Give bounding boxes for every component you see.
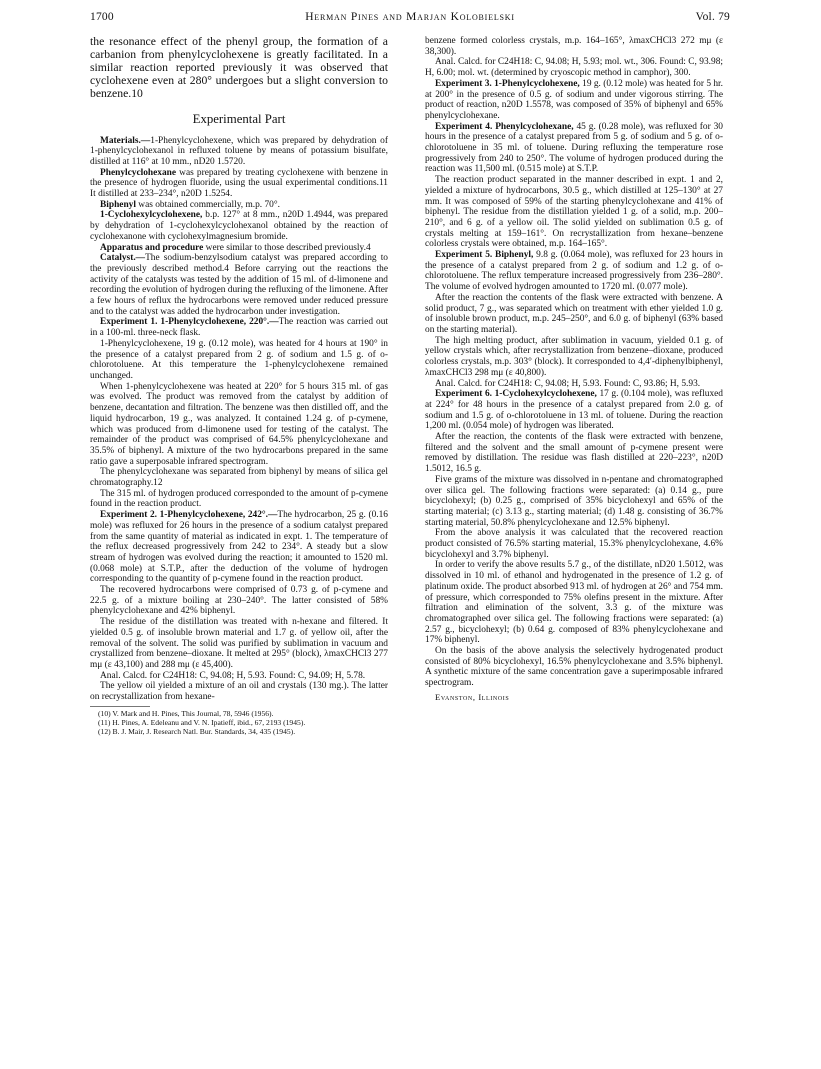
intro-paragraph: the resonance effect of the phenyl group, the formation of a carbanion from phenylcyclohexene is greatly facilitated. In a similar reaction reported previously it was observed that cyclohexene even at 280° undergoes but a slight conversion to benzene.10 xyxy=(90,35,388,100)
footnote-rule xyxy=(90,706,150,707)
volume-label: Vol. 79 xyxy=(695,11,730,23)
experiment-1-paragraph: The phenylcyclohexane was separated from biphenyl by means of silica gel chromatography.12 xyxy=(90,467,388,489)
analysis-line: Anal. Calcd. for C24H18: C, 94.08; H, 5.93. Found: C, 94.09; H, 5.78. xyxy=(100,670,366,681)
experiment-5-paragraph: After the reaction the contents of the flask were extracted with benzene. A solid product, 7 g., was separated which on treatment with ether yielded 1.0 g. of insoluble brown product, m.p. 245–250°, and 6.0 g. of biphenyl (63% based on the starting material). xyxy=(425,292,723,335)
experiment-6-paragraph: On the basis of the above analysis the selectively hydrogenated product consisted of 80% bicyclohexyl, 16.5% phenylcyclohexane and 3.5% biphenyl. A synthetic mixture of the same concentration gave a superimposable infrared spectrogram. xyxy=(425,646,723,689)
left-column xyxy=(90,36,388,736)
footnote: (12) B. J. Mair, J. Research Natl. Bur. Standards, 34, 435 (1945). xyxy=(98,727,296,737)
footnote: (11) H. Pines, A. Edeleanu and V. N. Ipatieff, ibid., 67, 2193 (1945). xyxy=(98,718,306,727)
experiment-1-heading: Experiment 1. 1-Phenylcyclohexene, 220°.—The reaction was carried out in a 100-ml. three-neck flask. xyxy=(90,317,388,339)
experiment-2-paragraph: The recovered hydrocarbons were comprised of 0.73 g. of p-cymene and 22.5 g. of a mixture boiling at 230–240°. The latter consisted of 58% phenylcyclohexane and 42% biphenyl. xyxy=(90,585,388,617)
experiment-6-paragraph: Five grams of the mixture was dissolved in n-pentane and chromatographed over silica gel. The following fractions were separated: (a) 0.14 g., pure bicyclohexyl; (b) 0.25 g., comprised of 35% bicyclohexyl and 65% of the starting material; (c) 3.13 g., starting material; (d) 1.48 g. consisting of 36.7% starting material, 50.8% phenylcyclohexane and 12.5% biphenyl. xyxy=(425,474,723,528)
experiment-5-paragraph: The high melting product, after sublimation in vacuum, yielded 0.1 g. of yellow crystals which, after recrystallization from benzene–dioxane, produced colorless crystals, m.p. 303° (block). It corresponded to 4,4′-diphenylbiphenyl, λmaxCHCl3 298 mμ (ε 40,800). xyxy=(425,335,723,378)
analysis-line: Anal. Calcd. for C24H18: C, 94.08; H, 5.93. Found: C, 93.86; H, 5.93. xyxy=(435,378,701,389)
experiment-5-paragraph: Experiment 5. Biphenyl, 9.8 g. (0.064 mole), was refluxed for 23 hours in the presence of a catalyst prepared from 2 g. of sodium and 1.2 g. of o-chlorotoluene. The reflux temperature increased progressively from 236–280°. The volume of evolved hydrogen amounted to 1720 ml. (0.077 mole). xyxy=(425,250,723,293)
experiment-4-paragraph: Experiment 4. Phenylcyclohexane, 45 g. (0.28 mole), was refluxed for 30 hours in the presence of a catalyst prepared from 5 g. of sodium and 5 g. of o-chlorotoluene in 35 ml. of toluene. During refluxing the temperature rose progressively from 240 to 250°. The volume of hydrogen produced during the reaction was 11,500 ml. (0.515 mole) at S.T.P. xyxy=(425,121,723,175)
experiment-4-paragraph: The reaction product separated in the manner described in expt. 1 and 2, yielded a mixture of hydrocarbons, 30.5 g., which distilled at 125–130° at 27 mm. It was composed of 59% of the starting phenylcyclohexane and 41% of biphenyl. The residue from the distillation yielded 1 g. of a solid, m.p. 200–210°, and 6 g. of a yellow oil. The solid yielded on sublimation 0.5 g. of crystals melting at 159–161°. On recrystallization from hexane–benzene colorless crystals were obtained, m.p. 164–165°. xyxy=(425,175,723,250)
experiment-6-paragraph: After the reaction, the contents of the flask were extracted with benzene, filtered and the solvent and the small amount of p-cymene present were removed by distillation. The residue was flash distilled at 220–223°, n20D 1.5012, 16.5 g. xyxy=(425,432,723,475)
cyclohexylcyclohexene-paragraph: 1-Cyclohexylcyclohexene, b.p. 127° at 8 mm., n20D 1.4944, was prepared by dehydration of 1-cyclohexylcyclohexanol obtained by the reaction of cyclohexanone with cyclohexylmagnesium bromide. xyxy=(90,210,388,242)
catalyst-paragraph: Catalyst.—The sodium-benzylsodium catalyst was prepared according to the previously described method.4 Before carrying out the reactions the activity of the catalysts was tested by the addition of 15 ml. of d-limonene and recording the evolution of hydrogen during the refluxing of the limonene. After a few hours of reflux the hydrocarbons were removed under reduced pressure and to the catalyst was added the hydrocarbon under investigation. xyxy=(90,253,388,317)
experiment-2-heading: Experiment 2. 1-Phenylcyclohexene, 242°.—The hydrocarbon, 25 g. (0.16 mole) was refluxed for 26 hours in the presence of a sodium catalyst prepared from the same quantity of material as indicated in expt. 1. The temperature of the reflux decreased progressively from 242 to 234°. A steady but a slow stream of hydrogen was evolved during the reaction; it amounted to 1520 ml. (0.068 mole) at S.T.P., after the deduction of the volume of hydrogen corresponding to the quantity of p-cymene found in the reaction product. xyxy=(90,510,388,585)
running-title: Herman Pines and Marjan Kolobielski xyxy=(305,11,515,23)
experiment-1-paragraph: 1-Phenylcyclohexene, 19 g. (0.12 mole), was heated for 4 hours at 190° in the presence of a catalyst prepared from 2 g. of sodium and 1.5 g. of o-chlorotoluene. At this temperature the 1-phenylcyclohexene remained unchanged. xyxy=(90,338,388,381)
experiment-6-paragraph: From the above analysis it was calculated that the recovered reaction product consisted of 76.5% starting material, 15.3% phenylcyclohexane, 4.6% bicyclohexyl and 3.7% biphenyl. xyxy=(425,528,723,560)
biphenyl-paragraph: Biphenyl was obtained commercially, m.p. 70°. xyxy=(100,199,280,210)
phenylcyclohexane-paragraph: Phenylcyclohexane was prepared by treating cyclohexene with benzene in the presence of hydrogen fluoride, using the usual experimental conditions.11 It distilled at 233–234°, n20D 1.5254. xyxy=(90,167,388,200)
experiment-1-paragraph: When 1-phenylcyclohexene was heated at 220° for 5 hours 315 ml. of gas was evolved. The product was removed from the catalyst by addition of benzene, decantation and filtration. The benzene was then distilled off, and the liquid hydrocarbon, 19 g., was analyzed. It contained 1.24 g. of p-cymene, which was produced from d-limonene used for testing of the catalyst. The remainder of the product was comprised of 64.5% phenylcyclohexane and 35.5% of biphenyl. A mixture of the two hydrocarbons prepared in the same ratio gave a superposable infrared spectrogram. xyxy=(90,381,388,467)
experiment-3-paragraph: Experiment 3. 1-Phenylcyclohexene, 19 g. (0.12 mole) was heated for 5 hr. at 200° in the presence of 0.5 g. of sodium and under vigorous stirring. The product of reaction, n20D 1.5578, was composed of 35% of biphenyl and 65% phenylcyclohexane. xyxy=(425,78,723,121)
continuation-paragraph: benzene formed colorless crystals, m.p. 164–165°, λmaxCHCl3 272 mμ (ε 38,300). xyxy=(425,36,723,57)
running-header xyxy=(90,11,730,27)
experiment-1-paragraph: The 315 ml. of hydrogen produced corresponded to the amount of p-cymene found in the reaction product. xyxy=(90,488,388,510)
experiment-2-paragraph: The residue of the distillation was treated with n-hexane and filtered. It yielded 0.5 g. of insoluble brown material and 1.7 g. of yellow oil, after the removal of the solvent. The solid was purified by sublimation in vacuum and crystallized from benzene–dioxane. It melted at 295° (block), λmaxCHCl3 277 mμ (ε 43,100) and 288 mμ (ε 45,400). xyxy=(90,617,388,670)
experiment-6-paragraph: In order to verify the above results 5.7 g., of the distillate, nD20 1.5012, was dissolved in 10 ml. of ethanol and hydrogenated in the presence of 1.2 g. of platinum oxide. The product absorbed 913 ml. of hydrogen at 26° and 754 mm. of pressure, which corresponded to 75% olefins present in the mixture. After filtration and elimination of the solvent, 3.3 g. of the mixture was chromatographed over silica gel. The following fractions were separated: (a) 2.57 g., bicyclohexyl; (b) 0.64 g. composed of 83% phenylcyclohexane and 17% biphenyl. xyxy=(425,560,723,646)
author-location: Evanston, Illinois xyxy=(435,691,510,702)
apparatus-paragraph: Apparatus and procedure were similar to those described previously.4 xyxy=(100,242,371,253)
right-column xyxy=(425,36,723,703)
experiment-6-paragraph: Experiment 6. 1-Cyclohexylcyclohexene, 17 g. (0.104 mole), was refluxed at 224° for 48 hours in the presence of a catalyst prepared from 2.0 g. of sodium and 1.5 g. of o-chlorotoluene in 13 ml. of toluene. During the reaction 1,200 ml. (0.054 mole) of hydrogen was liberated. xyxy=(425,389,723,432)
experiment-2-paragraph: The yellow oil yielded a mixture of an oil and crystals (130 mg.). The latter on recrystallization from hexane- xyxy=(90,681,388,703)
analysis-line: Anal. Calcd. for C24H18: C, 94.08; H, 5.93; mol. wt., 306. Found: C, 93.98; H, 6.00; mol. wt. (determined by cryoscopic method in camphor), 300. xyxy=(425,57,723,79)
materials-paragraph: Materials.—1-Phenylcyclohexene, which was prepared by dehydration of 1-phenylcyclohexanol in refluxed toluene by means of potassium bisulfate, distilled at 116° at 10 mm., nD20 1.5720. xyxy=(90,135,388,167)
section-heading: Experimental Part xyxy=(192,111,286,126)
footnote: (10) V. Mark and H. Pines, This Journal, 78, 5946 (1956). xyxy=(98,708,274,718)
page-number: 1700 xyxy=(90,11,114,23)
